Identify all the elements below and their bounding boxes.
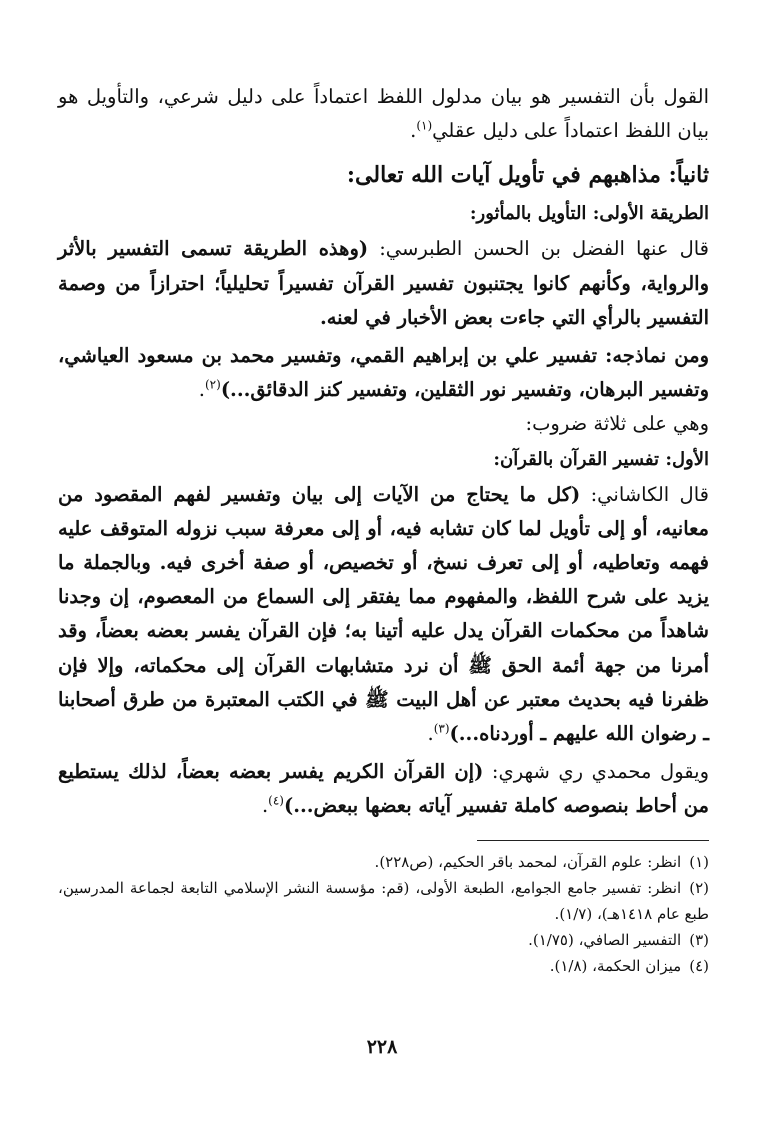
footnote-text: انظر: علوم القرآن، لمحمد باقر الحكيم، (ص٢٢٨). — [374, 852, 682, 871]
footnote-number: (٢) — [689, 878, 709, 897]
footnote-item — [58, 849, 709, 875]
method-1-title: الطريقة الأولى: التأويل بالمأثور: — [469, 203, 709, 225]
examples-paragraph: ومن نماذجه: تفسير علي بن إبراهيم القمي، وتفسير محمد بن مسعود العياشي، وتفسير البرهان، وتفسير نور الثقلين، وتفسير كنز الدقائق...)$^{(٢)}$. — [58, 344, 709, 402]
intro-line-1: القول بأن التفسير هو بيان مدلول اللفظ اعتماداً على دليل شرعي، والتأويل هو — [58, 85, 709, 108]
reyshahri-paragraph: ويقول محمدي ري شهري: (إن القرآن الكريم يفسر بعضه بعضاً، لذلك يستطيع من أحاط بنصوصه كاملة تفسير آياته بعضها ببعض...)$^{(٤)}$. — [58, 760, 709, 818]
intro-line-2: بيان اللفظ اعتماداً على دليل عقلي — [432, 119, 709, 143]
kashani-quote: (كل ما يحتاج من الآيات إلى بيان وتفسير لفهم المقصود من معانيه، أو إلى تأويل لما كان تشابه فيه، أو إلى معرفة سبب نزوله المتوقف عليه فهمه وتعاطيه، أو إلى تعرف نسخ، أو تخصيص، أو صفة أخرى فيه. وبالجملة ما يزيد على شرح اللفظ، والمفهوم مما يفتقر إلى السماع من المعصوم، إن وجدنا شاهداً من محكمات القرآن يدل عليه أتينا به؛ فإن القرآن يفسر بعضه بعضاً، وقد أمرنا من جهة أئمة الحق ﷺ أن نرد متشابهات القرآن إلى محكماته، وإلا فإن ظفرنا فيه بحديث معتبر عن أهل البيت ﷺ في الكتب المعتبرة من طرق أصحابنا ـ رضوان الله عليهم ـ أوردناه...) — [58, 482, 709, 746]
page-number: ٢٢٨ — [366, 1036, 398, 1058]
types-line: وهي على ثلاثة ضروب: — [525, 412, 709, 436]
footnote-ref-2[interactable]: (٢) — [204, 377, 221, 392]
footnote-text: ميزان الحكمة، (١/٨). — [549, 956, 682, 975]
footnote-ref-4[interactable]: (٤) — [268, 793, 284, 808]
examples-text: تفسير علي بن إبراهيم القمي، وتفسير محمد بن مسعود العياشي، وتفسير البرهان، وتفسير نور الثقلين، وتفسير كنز الدقائق...) — [58, 344, 709, 402]
footnote-text: انظر: تفسير جامع الجوامع، الطبعة الأولى، (قم: مؤسسة النشر الإسلامي التابعة لجماعة المدرسين، طبع عام ١٤١٨هـ)، (١/٧). — [58, 878, 709, 923]
footnotes — [58, 849, 709, 979]
examples-lead: ومن نماذجه: — [597, 344, 709, 368]
footnote-item — [58, 927, 709, 953]
footnote-number: (١) — [689, 852, 709, 871]
kashani-lead: قال الكاشاني: — [580, 482, 709, 506]
section-heading: ثانياً: مذاهبهم في تأويل آيات الله تعالى: — [346, 162, 709, 189]
method-1-paragraph — [58, 232, 709, 335]
footnote-item — [58, 953, 709, 979]
footnote-divider — [477, 840, 709, 841]
footnote-number: (٣) — [689, 930, 709, 949]
kashani-paragraph: قال الكاشاني: (كل ما يحتاج من الآيات إلى بيان وتفسير لفهم المقصود من معانيه، أو إلى تأويل لما كان تشابه فيه، أو إلى معرفة سبب نزوله المتوقف عليه فهمه وتعاطيه، أو إلى تعرف نسخ، أو تخصيص، أو صفة أخرى فيه. وبالجملة ما يزيد على شرح اللفظ، والمفهوم مما يفتقر إلى السماع من المعصوم، إن وجدنا شاهداً من محكمات القرآن يدل عليه أتينا به؛ فإن القرآن يفسر بعضه بعضاً، وقد أمرنا من جهة أئمة الحق ﷺ أن نرد متشابهات القرآن إلى محكماته، وإلا فإن ظفرنا فيه بحديث معتبر عن أهل البيت ﷺ في الكتب المعتبرة من طرق أصحابنا ـ رضوان الله عليهم ـ أوردناه...)$^{(٣)}$. — [58, 482, 709, 746]
footnote-text: التفسير الصافي، (١/٧٥). — [528, 930, 682, 949]
footnote-number: (٤) — [689, 956, 709, 975]
reyshahri-quote: (إن القرآن الكريم يفسر بعضه بعضاً، لذلك يستطيع من أحاط بنصوصه كاملة تفسير آياته بعضها ببعض...) — [58, 760, 709, 818]
reyshahri-lead: ويقول محمدي ري شهري: — [483, 760, 709, 784]
footnote-item — [58, 875, 709, 927]
first-type-title: الأول: تفسير القرآن بالقرآن: — [493, 448, 709, 470]
intro-paragraph: القول بأن التفسير هو بيان مدلول اللفظ اعتماداً على دليل شرعي، والتأويل هو بيان اللفظ اعتماداً على دليل عقلي$^{(١)}$. — [58, 85, 709, 143]
footnote-ref-3[interactable]: (٣) — [433, 721, 450, 736]
method-1-lead: قال عنها الفضل بن الحسن الطبرسي: — [368, 237, 709, 261]
method-1-quote: (وهذه الطريقة تسمى التفسير بالأثر والرواية، وكأنهم كانوا يجتنبون تفسير القرآن تفسيراً تحليلياً؛ احترازاً من وصمة التفسير بالرأي التي جاءت بعض الأخبار في لعنه. — [58, 237, 709, 329]
footnote-ref-1[interactable]: (١) — [416, 118, 433, 133]
